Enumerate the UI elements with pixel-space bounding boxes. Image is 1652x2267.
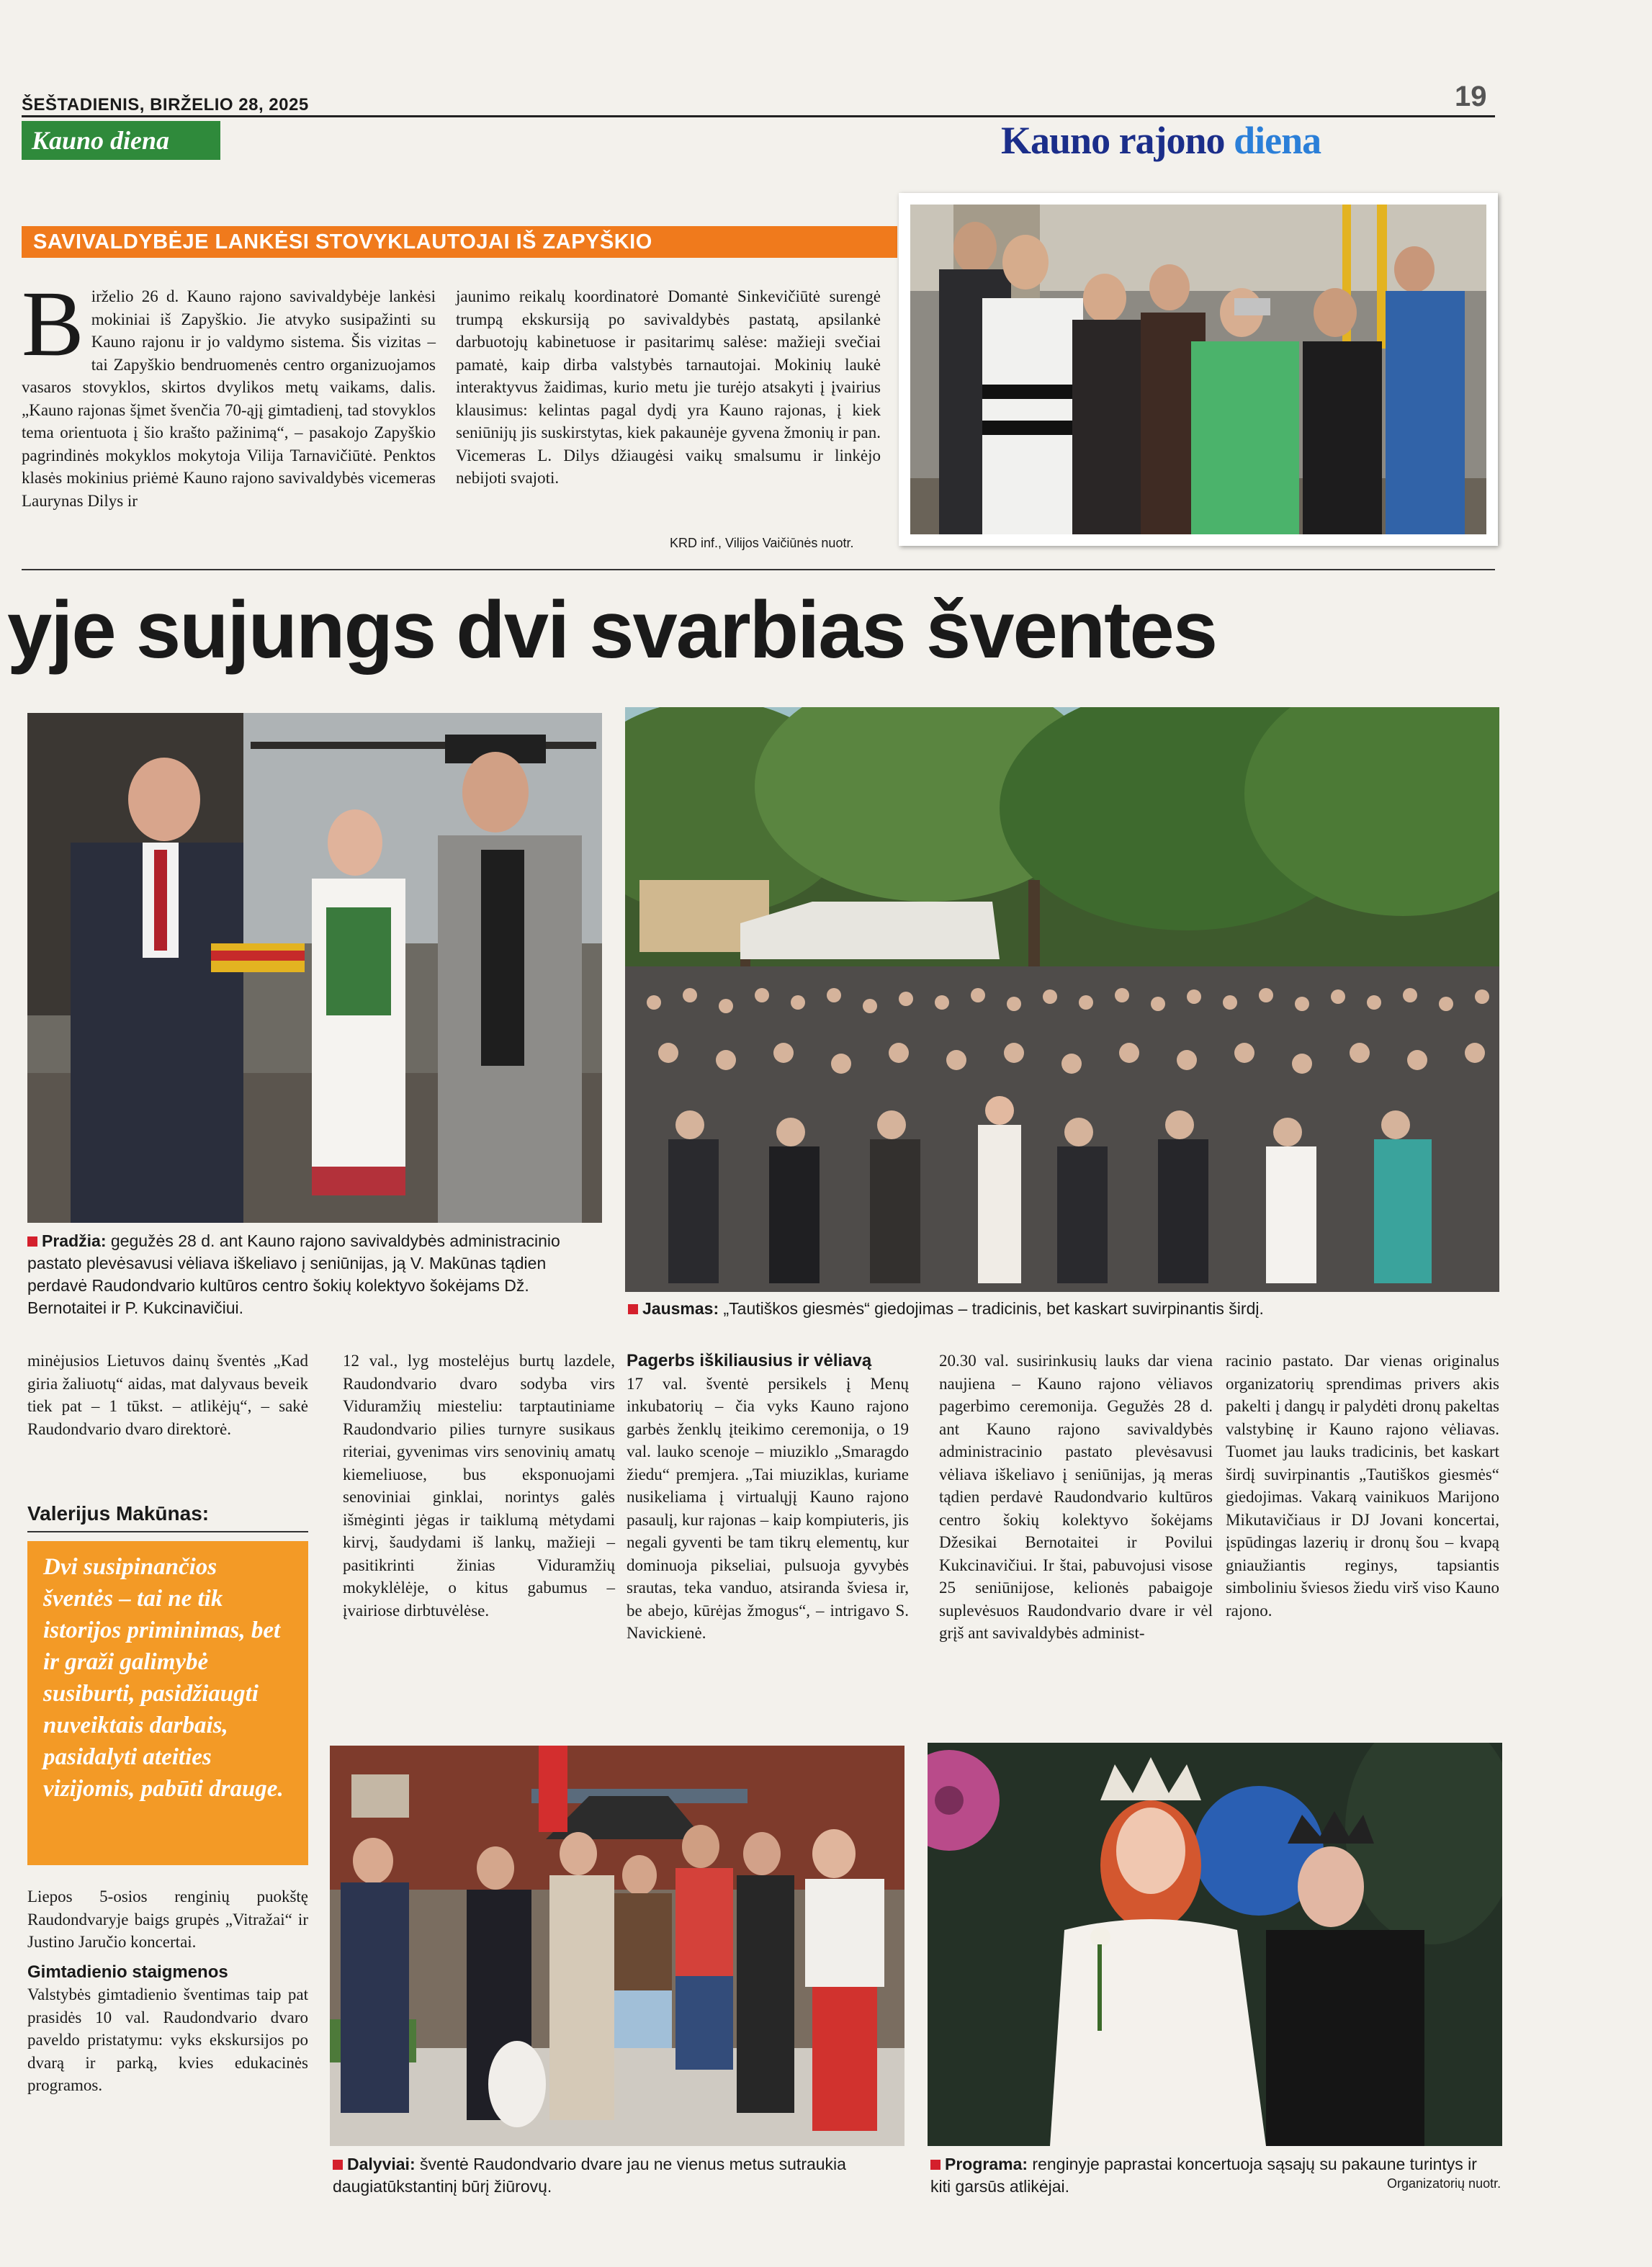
quote-text: Dvi susipinančios šventės – tai ne tik istorijos priminimas, bet ir graži galimybė susiburti, pasidžiaugti nuveiktais darbais, pasidalyti ateities vizijomis, pabūti drauge. [43,1554,284,1802]
author-rule [27,1531,308,1532]
caption-marker [333,2160,343,2170]
participants-photo [330,1746,904,2146]
caption-label: Programa: [945,2155,1028,2173]
top-article-column-2: jaunimo reikalų koordinatorė Domantė Sinkevičiūtė surengė trumpą ekskursiją po savivaldybės pastatą, apsilankė darbuotojų kabinetuose ir pasitarimų salėse: mažieji svečiai pamatė, kaip dirba valstybės tarnautojai. Mokinių laukė interaktyvus žaidimas, kurio metu jie turėjo atsakyti į įvairius klausimus: kelintas pagal dydį yra Kauno rajonas, į kiek seniūnijų jis suskirstytas, kiek pakaunėje gyvena žmonių ir pan. Vicemeras L. Dilys džiaugėsi vaikų smalsumu ir linkėjo nebijoti svajoti. [456,287,881,487]
column-4: 20.30 val. susirinkusių lauks dar viena naujiena – Kauno rajono vėliavos pagerbimo ceremonija. Gegužės 28 d. ant Kauno rajono savivaldybės administracinio pastato plevėsavusi vėliava iškeliavo į seniūnijas, ją meras tądien perdavė Raudondvario kultūros centro šokių kolektyvo šokėjams Džesikai Bernotaitei ir Povilui Kukcinavičiui. Ir štai, pabuvojusi visose 25 seniūnijose, kelionės pabaigoje suplevėsuos Raudondvario dvare ir vėl grįš ant savivaldybės administ- [939,1352,1213,1642]
brand-part-1: Kauno rajono [1001,119,1225,162]
section-divider [22,569,1495,570]
quote-author: Valerijus Makūnas: [27,1502,210,1525]
section-label: Kauno diena [22,121,220,160]
top-photo-credit: KRD inf., Vilijos Vaičiūnės nuotr. [670,536,854,550]
column-3 [627,1350,909,1645]
column-1-bottom [27,1885,308,2097]
quote-box [27,1541,308,1865]
caption-marker [628,1304,638,1314]
caption-label: Pradžia: [42,1231,107,1250]
caption-jausmas [628,1298,1492,1320]
caption-text: gegužės 28 d. ant Kauno rajono savivaldybės administracinio pastato plevėsavusi vėliava iškeliavo į seniūnijas, ją V. Makūnas tądien perdavė Raudondvario kultūros centro šokių kolektyvo šokėjams Dž. Bernotaitei ir P. Kukcinavičiui. [27,1231,560,1317]
caption-text: renginyje paprastai koncertuoja sąsajų su pakaune turintys ir kiti garsūs atlikėjai. [930,2155,1477,2196]
column-3-paragraph: 17 val. šventė persikels į Menų inkubatorių – čia vyks Kauno rajono garbės ženklų įteikimo ceremonija, o 19 val. lauko scenoje – miuziklo „Smaragdo žiedu“ premjera. „Tai miuziklas, kuriame nusikeliama į virtualųjį Kauno rajono pasaulį, kur rajonas – kaip kompiuteris, jis negali gyventi be tam tikrų elementų, kur dominuoja pikseliai, pulsuoja gyvybės srautas, teka vanduo, atsiranda šviesa ir, be abejo, kūrėjas žmogus“, – intrigavo S. Navickienė. [627,1374,909,1642]
brand-logo [1001,118,1321,163]
column-5: racinio pastato. Dar vienas originalus organizatorių sprendimas privers akis pakelti į dangų ir palydėti dronų pakeltas valstybinę ir Kauno rajono vėliavas. Tuomet jau lauks tradicinis, bet kaskart širdį suvirpinantis „Tautiškos giesmės“ giedojimas. Vakarą vainikuos Marijono Mikutavičiaus ir DJ Jovani koncertai, įspūdingas lazerių ir dronų šou – kvapą gniaužiantis reginys, tapsiantis simboliniu šviesos žiedu virš viso Kauno rajono. [1226,1352,1499,1620]
caption-pradzia [27,1230,589,1319]
issue-date: ŠEŠTADIENIS, BIRŽELIO 28, 2025 [22,95,309,115]
caption-dalyviai [333,2153,902,2198]
drop-cap: B [22,272,84,376]
caption-label: Dalyviai: [347,2155,416,2173]
caption-text: šventė Raudondvario dvare jau ne vienus metus sutraukia daugiatūkstantinį būrį žiūrovų. [333,2155,846,2196]
caption-marker [930,2160,941,2170]
flag-handover-photo [27,713,602,1223]
performers-photo [928,1743,1502,2146]
caption-marker [27,1236,37,1247]
top-article-column-1 [22,272,436,512]
brand-part-2: diena [1224,119,1321,162]
column-2: 12 val., lyg mostelėjus burtų lazdele, Raudondvario dvaro sodyba virs Viduramžių miesteliu: tarptautiniame Raudondvario pilies turnyre susikaus riteriai, gyvenimas virs senovinių amatų kiemeliuose, bus eksponuojami senoviniai ginklai, norintys galės išmėginti jėgas ir taiklumą mėtydami kirvį, šaudydami iš lankų, mažieji – pasitikrinti žinias Viduramžių mokyklėlėje, o kitus gabumus – įvairiose dirbtuvėlėse. [343,1352,615,1620]
photo-credit: Organizatorių nuotr. [1387,2176,1501,2191]
main-headline: yje sujungs dvi svarbias šventes [7,585,1217,675]
top-article-kicker: SAVIVALDYBĖJE LANKĖSI STOVYKLAUTOJAI IŠ ZAPYŠKIO [22,226,897,258]
page-number: 19 [1455,81,1487,112]
students-photo [899,193,1498,546]
caption-label: Jausmas: [642,1299,719,1318]
header-rule [22,115,1495,117]
column-1-paragraph-2: Valstybės gimtadienio šventimas taip pat prasidės 10 val. Raudondvario dvaro paveldo pristatymu: vyks ekskursijos po dvarą ir parką, kvies edukacinės programos. [27,1985,308,2094]
column-1-paragraph: Liepos 5-osios renginių puokštę Raudondvaryje baigs grupės „Vitražai“ ir Justino Jaručio koncertai. [27,1887,308,1951]
crowd-anthem-photo [625,707,1499,1292]
top-article-text-1: irželio 26 d. Kauno rajono savivaldybėje lankėsi mokiniai iš Zapyškio. Jie atvyko susipažinti su Kauno rajonu ir jo valdymo sistema. Šis vizitas – tai Zapyškio bendruomenės centro organizuojamos vasaros stovyklos, skirtos dvylikos metų vaikams, dalis. „Kauno rajonas šįmet švenčia 70-ąjį gimtadienį, tad stovyklos tema orientuota į šio krašto pažinimą“, – pasakojo Zapyškio pagrindinės mokyklos mokytoja Vilija Tarnavičiūtė. Penktos klasės mokinius priėmė Kauno rajono savivaldybės vicemeras Laurynas Dilys ir [22,287,436,510]
subhead-gimtadienio: Gimtadienio staigmenos [27,1962,228,1982]
column-1-top: minėjusios Lietuvos dainų šventės „Kad giria žaliuotų“ aidas, mat dalyvaus beveik tiek pat – 1 tūkst. – atlikėjų“, – sakė Raudondvario dvaro direktorė. [27,1352,308,1438]
caption-text: „Tautiškos giesmės“ giedojimas – tradicinis, bet kaskart suvirpinantis širdį. [719,1299,1264,1318]
subhead-pagerbs: Pagerbs iškiliausius ir vėliavą [627,1351,872,1370]
